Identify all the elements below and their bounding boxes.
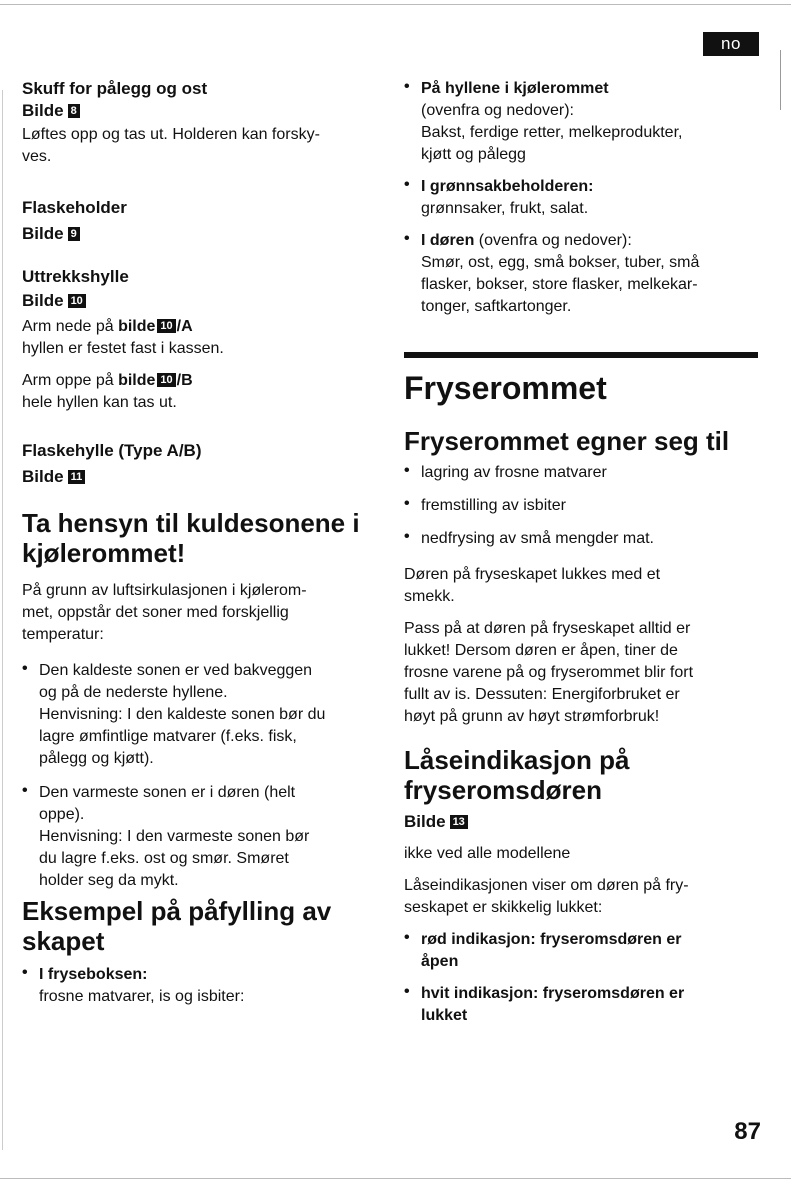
fill-list	[404, 78, 764, 318]
text-run: Arm nede på	[22, 318, 114, 335]
list-item-line: grønnsaker, frukt, salat.	[421, 200, 589, 217]
section-eksempel	[22, 896, 382, 1008]
figure-number-badge: 8	[68, 104, 80, 118]
figure-ref	[22, 290, 382, 312]
list-item	[404, 176, 764, 220]
list-item-line: pålegg og kjøtt).	[39, 750, 154, 767]
list-item	[404, 462, 764, 484]
bottom-rule	[0, 1178, 791, 1179]
list-item-line: Henvisning: I den kaldeste sonen bør du	[39, 706, 326, 723]
list-item-line	[421, 230, 764, 252]
list-item-line: åpen	[421, 953, 459, 970]
list-item-title: • I fryseboksen:	[39, 966, 148, 983]
text-run-bold: bilde	[118, 372, 156, 389]
list-item	[404, 495, 764, 517]
section-heading: Eksempel på påfylling av	[22, 896, 332, 926]
list-item	[404, 929, 764, 973]
figure-number-badge: 10	[157, 373, 175, 387]
figure-ref	[404, 811, 764, 833]
example-list	[22, 964, 382, 1008]
paragraph: hele hyllen kan tas ut.	[22, 394, 177, 411]
text-run: (ovenfra og nedover):	[474, 232, 632, 249]
list-item-line: • fremstilling av isbiter	[421, 497, 566, 514]
paragraph: ikke ved alle modellene	[404, 845, 571, 862]
figure-ref-label: Bilde	[404, 812, 446, 831]
section-divider-rule	[404, 352, 758, 358]
section-flaskeholder	[22, 197, 382, 245]
list-item-line: holder seg da mykt.	[39, 872, 179, 889]
zone-list	[22, 660, 382, 892]
list-item	[404, 983, 764, 1027]
section-skuff	[22, 78, 382, 168]
list-item-line: oppe).	[39, 806, 85, 823]
paragraph	[404, 875, 764, 919]
top-rule	[0, 4, 791, 5]
list-item-line	[421, 78, 764, 100]
paragraph: Løftes opp og tas ut. Holderen kan forsky-	[22, 126, 320, 143]
figure-ref	[22, 223, 382, 245]
list-item-line: flasker, bokser, store flasker, melkekar-	[421, 276, 698, 293]
section-title: Skuff for pålegg og ost	[22, 79, 208, 98]
figure-number-badge: 9	[68, 227, 80, 241]
section-heading: Låseindikasjon på	[404, 745, 630, 775]
paragraph-line: høyt på grunn av høyt strømforbruk!	[404, 708, 660, 725]
left-edge-line	[2, 90, 3, 1150]
list-item-line: • rød indikasjon: fryseromsdøren er	[421, 931, 682, 948]
paragraph: hyllen er festet fast i kassen.	[22, 340, 224, 357]
list-item-line: (ovenfra og nedover):	[421, 102, 574, 119]
section-heading: fryseromsdøren	[404, 775, 602, 805]
list-item-line: • nedfrysing av små mengder mat.	[421, 530, 654, 547]
list-item-line: kjøtt og pålegg	[421, 146, 526, 163]
section-laseindikasjon	[404, 745, 764, 1027]
paragraph	[404, 618, 764, 728]
section-title: Flaskehylle (Type A/B)	[22, 441, 202, 460]
figure-ref	[22, 100, 382, 122]
figure-ref-label: Bilde	[22, 101, 64, 120]
figure-number-badge: 13	[450, 815, 468, 829]
figure-ref-label: Bilde	[22, 467, 64, 486]
list-item	[22, 964, 382, 1008]
paragraph: ves.	[22, 148, 52, 165]
list-item-line: • Den kaldeste sonen er ved bakveggen	[39, 662, 313, 679]
list-item-line: lagre ømfintlige matvarer (f.eks. fisk,	[39, 728, 297, 745]
list-item-line: • lagring av frosne matvarer	[421, 464, 607, 481]
section-heading: skapet	[22, 926, 105, 956]
list-item	[404, 528, 764, 550]
section-uttrekkshylle	[22, 266, 382, 414]
figure-ref	[22, 466, 382, 488]
section-title: Uttrekkshylle	[22, 267, 129, 286]
list-item	[22, 660, 382, 770]
list-item-title: På hyllene i kjølerommet	[421, 80, 609, 97]
list-item	[404, 230, 764, 318]
paragraph-line: frosne varene på og fryserommet blir fort	[404, 664, 694, 681]
list-item	[404, 78, 764, 166]
paragraph-line: Låseindikasjonen viser om døren på fry-	[404, 877, 689, 894]
text-run-bold: bilde	[118, 318, 156, 335]
figure-ref-label: Bilde	[22, 224, 64, 243]
paragraph-line: met, oppstår det soner med forskjellig	[22, 604, 289, 621]
list-item-line: • hvit indikasjon: fryseromsdøren er	[421, 985, 685, 1002]
list-item-line: Smør, ost, egg, små bokser, tuber, små	[421, 254, 700, 271]
intro-paragraph	[22, 580, 382, 646]
list-item-line: du lagre f.eks. ost og smør. Smøret	[39, 850, 289, 867]
paragraph-line: temperatur:	[22, 626, 104, 643]
figure-number-badge: 11	[68, 470, 86, 484]
indicator-list	[404, 929, 764, 1027]
section-title: Flaskeholder	[22, 198, 127, 217]
section-kuldesoner	[22, 508, 382, 892]
text-run: Arm oppe på	[22, 372, 114, 389]
figure-number-badge: 10	[68, 294, 86, 308]
chapter-heading: Fryserommet	[404, 370, 607, 406]
figure-ref-label: Bilde	[22, 291, 64, 310]
paragraph-line: seskapet er skikkelig lukket:	[404, 899, 603, 916]
page-number: 87	[734, 1118, 761, 1145]
paragraph	[22, 370, 382, 392]
paragraph-line: På grunn av luftsirkulasjonen i kjølerom-	[22, 582, 307, 599]
section-heading: Ta hensyn til kuldesonene i	[22, 508, 360, 538]
paragraph-line: Døren på fryseskapet lukkes med et	[404, 566, 661, 583]
paragraph-line: fullt av is. Dessuten: Energiforbruket er	[404, 686, 680, 703]
paragraph	[22, 316, 382, 338]
text-run-bold: /A	[176, 318, 193, 335]
paragraph-line: Pass på at døren på fryseskapet alltid er	[404, 620, 691, 637]
paragraph-line: lukket! Dersom døren er åpen, tiner de	[404, 642, 678, 659]
list-item-line: frosne matvarer, is og isbiter:	[39, 988, 245, 1005]
list-item-line: tonger, saftkartonger.	[421, 298, 572, 315]
text-run-bold: /B	[176, 372, 193, 389]
section-heading: Fryserommet egner seg til	[404, 426, 730, 456]
list-item-line: • Den varmeste sonen er i døren (helt	[39, 784, 296, 801]
list-item-title: I døren	[421, 232, 475, 249]
list-item	[22, 782, 382, 892]
list-item-line: lukket	[421, 1007, 468, 1024]
paragraph	[404, 564, 764, 608]
list-item-line: og på de nederste hyllene.	[39, 684, 228, 701]
section-flaskehylle	[22, 440, 382, 488]
list-item-line	[421, 176, 764, 198]
paragraph-line: smekk.	[404, 588, 455, 605]
usage-list	[404, 462, 764, 550]
list-item-line: Henvisning: I den varmeste sonen bør	[39, 828, 310, 845]
list-item-title: I grønnsakbeholderen:	[421, 178, 594, 195]
right-edge-line	[780, 50, 781, 110]
list-item-line: Bakst, ferdige retter, melkeprodukter,	[421, 124, 683, 141]
language-badge: no	[703, 32, 759, 56]
figure-number-badge: 10	[157, 319, 175, 333]
section-heading: kjølerommet!	[22, 538, 186, 568]
